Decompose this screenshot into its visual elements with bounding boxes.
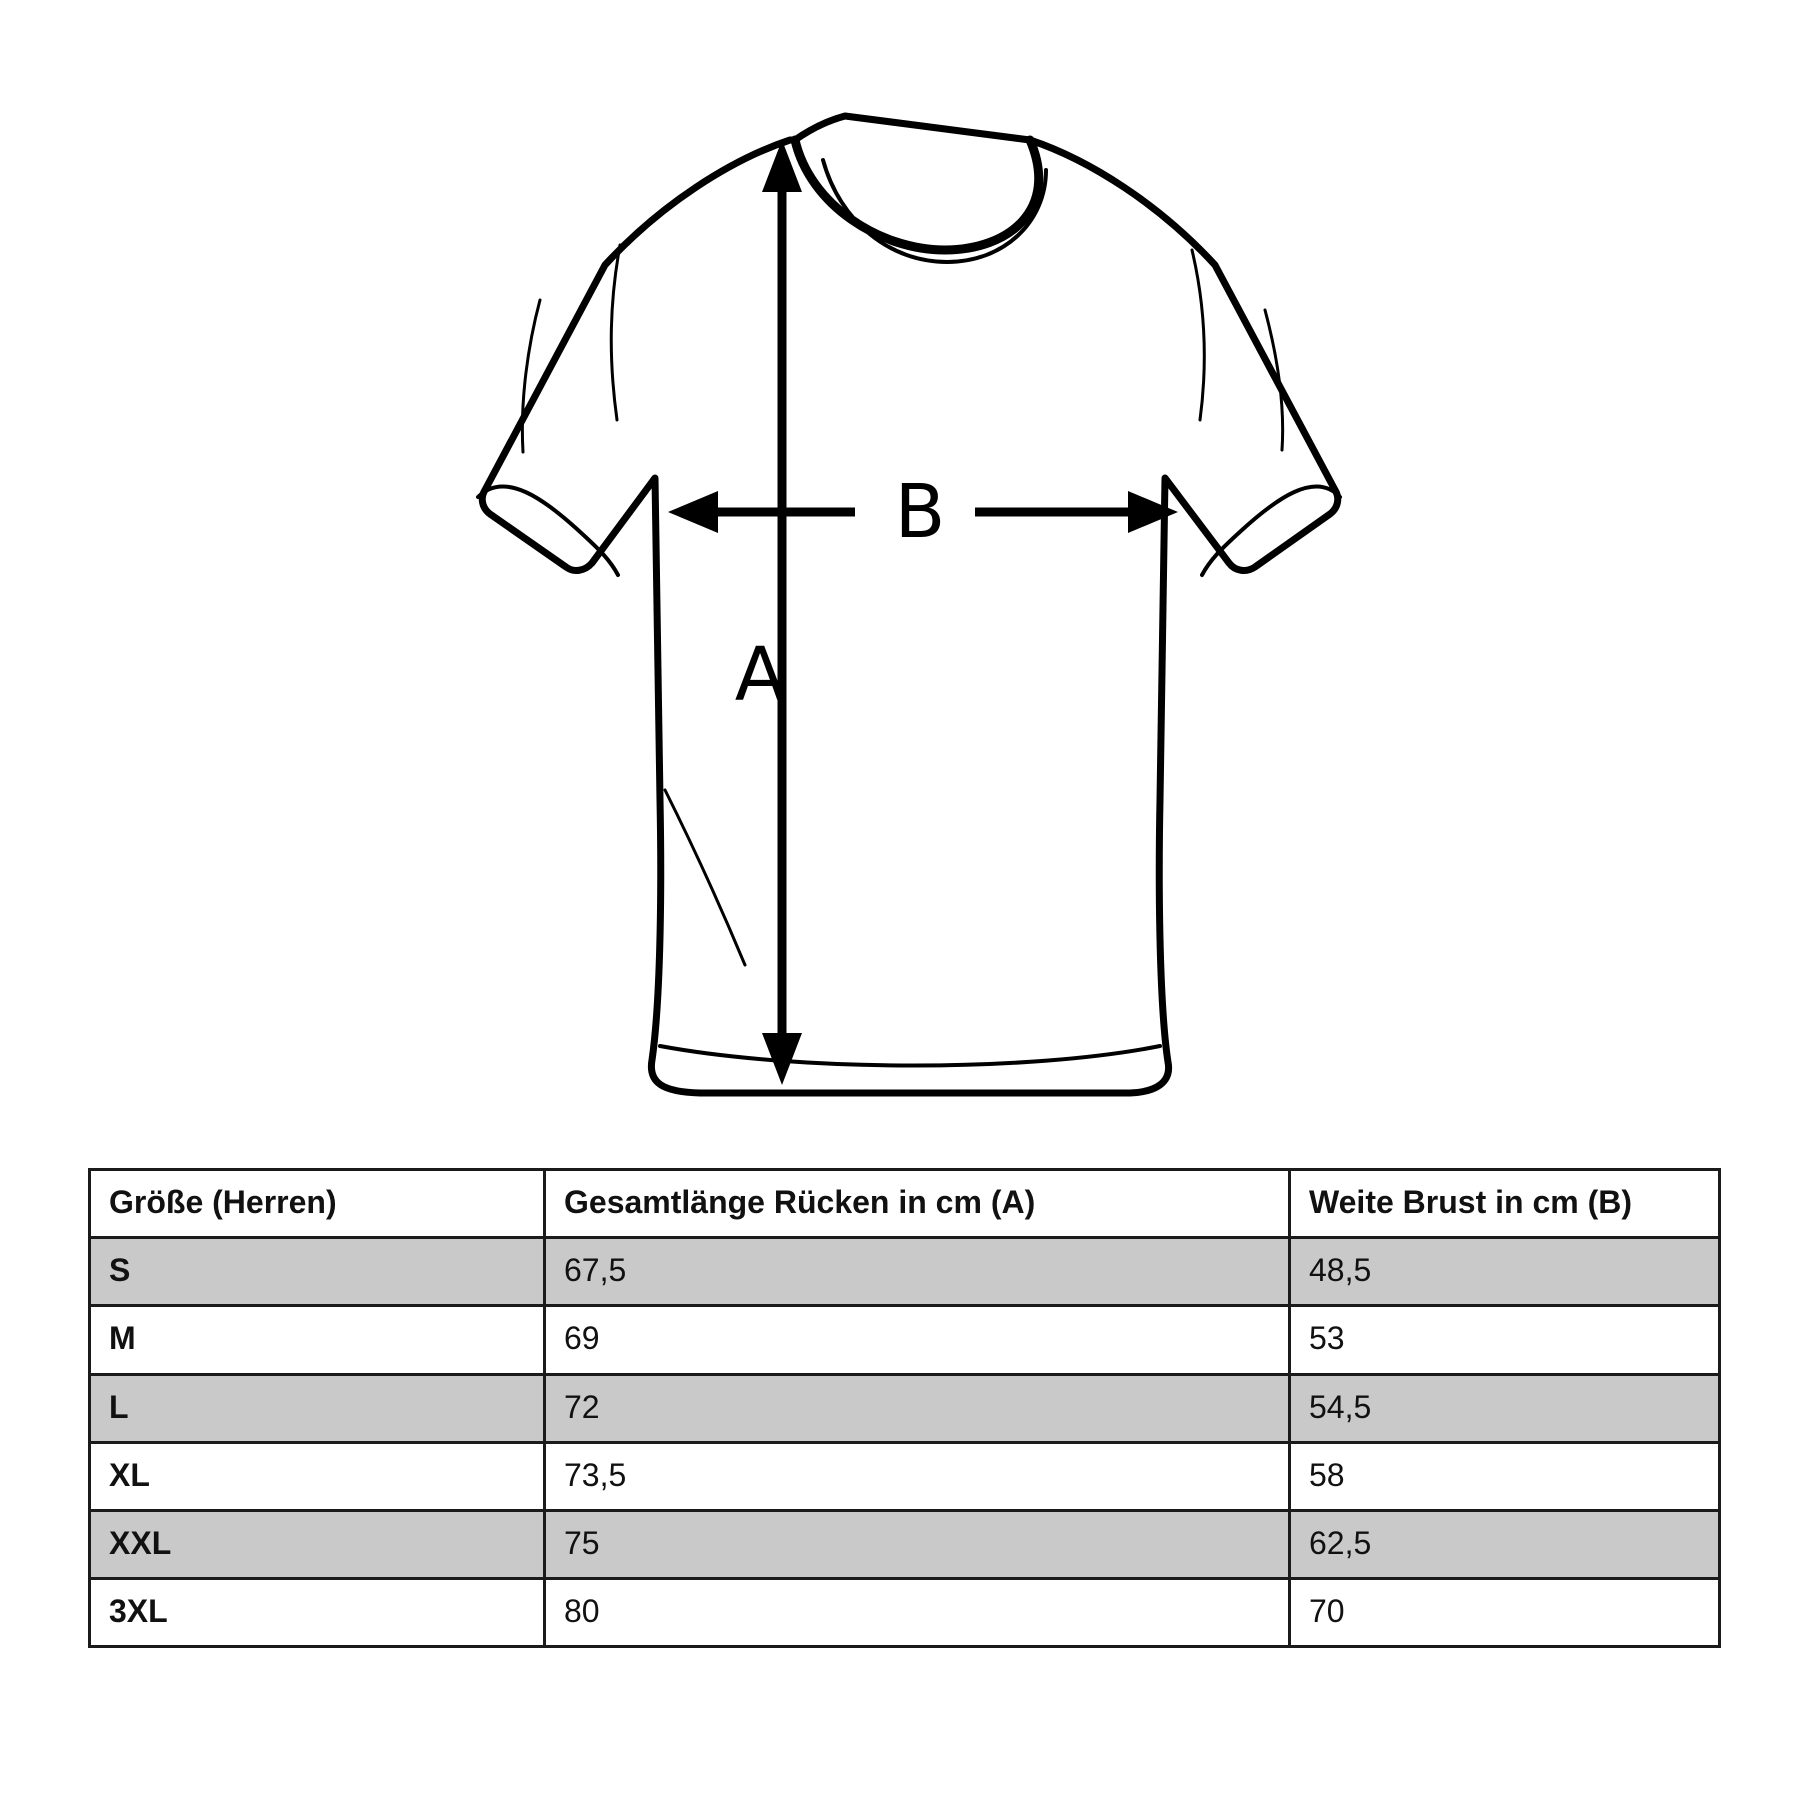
cell-length: 67,5 bbox=[545, 1238, 1290, 1306]
table-row bbox=[90, 1374, 1720, 1442]
table-row bbox=[90, 1579, 1720, 1647]
cell-size: M bbox=[90, 1306, 545, 1374]
cell-chest: 58 bbox=[1290, 1442, 1720, 1510]
cell-chest: 62,5 bbox=[1290, 1510, 1720, 1578]
size-table-container bbox=[88, 1168, 1718, 1648]
label-b: B bbox=[894, 469, 946, 555]
cell-chest: 53 bbox=[1290, 1306, 1720, 1374]
table-row bbox=[90, 1510, 1720, 1578]
table-row bbox=[90, 1238, 1720, 1306]
size-table bbox=[88, 1168, 1721, 1648]
header-chest: Weite Brust in cm (B) bbox=[1290, 1170, 1720, 1238]
header-size: Größe (Herren) bbox=[90, 1170, 545, 1238]
cell-size: S bbox=[90, 1238, 545, 1306]
cell-length: 75 bbox=[545, 1510, 1290, 1578]
cell-chest: 54,5 bbox=[1290, 1374, 1720, 1442]
cell-length: 69 bbox=[545, 1306, 1290, 1374]
cell-length: 72 bbox=[545, 1374, 1290, 1442]
cell-size: XXL bbox=[90, 1510, 545, 1578]
table-row bbox=[90, 1442, 1720, 1510]
table-row bbox=[90, 1306, 1720, 1374]
tshirt-outline-icon bbox=[478, 116, 1340, 1093]
length-arrow-a bbox=[762, 140, 802, 1085]
header-length: Gesamtlänge Rücken in cm (A) bbox=[545, 1170, 1290, 1238]
cell-size: L bbox=[90, 1374, 545, 1442]
cell-length: 73,5 bbox=[545, 1442, 1290, 1510]
cell-length: 80 bbox=[545, 1579, 1290, 1647]
label-a: A bbox=[734, 632, 786, 718]
cell-chest: 48,5 bbox=[1290, 1238, 1720, 1306]
cell-chest: 70 bbox=[1290, 1579, 1720, 1647]
cell-size: XL bbox=[90, 1442, 545, 1510]
table-header-row bbox=[90, 1170, 1720, 1238]
cell-size: 3XL bbox=[90, 1579, 545, 1647]
